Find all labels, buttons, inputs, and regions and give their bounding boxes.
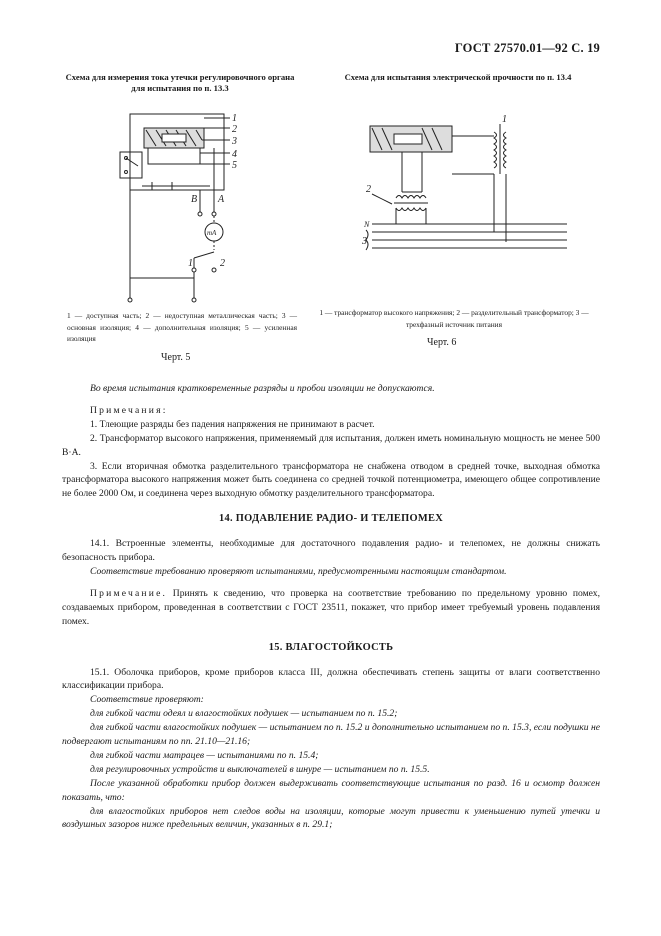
fig5-switch-2: 2 bbox=[220, 258, 225, 269]
paragraph-14-1: 14.1. Встроенные элементы, необходимые для достаточного подавления радио- и телепомех, не должны снижать безопасность прибора. bbox=[62, 538, 600, 564]
figure6-title: Схема для испытания электрической прочности по п. 13.4 bbox=[344, 72, 572, 82]
fig6-label-3: 3 bbox=[362, 236, 367, 247]
fig6-label-1: 1 bbox=[502, 114, 507, 125]
fig5-terminal-b: B bbox=[191, 194, 198, 205]
fig5-label-3: 3 bbox=[232, 136, 237, 147]
paragraph-15-check: Соответствие проверяют: bbox=[90, 694, 204, 706]
section-15-title: 15. ВЛАГОСТОЙКОСТЬ bbox=[268, 641, 394, 653]
note-2: 2. Трансформатор высокого напряжения, применяемый для испытания, должен иметь номинальную мощность не менее 500 В·А. bbox=[62, 432, 600, 458]
paragraph-15-cord-switches: для регулировочных устройств и выключателей в шнуре — испытанием по п. 15.5. bbox=[90, 763, 430, 775]
figure5-caption: Черт. 5 bbox=[161, 352, 191, 363]
fig5-label-2: 2 bbox=[232, 124, 237, 135]
paragraph-15-blankets: для гибкой части одеял и влагостойких подушек — испытанием по п. 15.2; bbox=[90, 708, 398, 720]
figure6-legend: 1 — трансформатор высокого напряжения; 2 — разделительный трансформатор; 3 — трехфазный источник питания bbox=[319, 308, 589, 329]
paragraph-15-1: 15.1. Оболочка приборов, кроме приборов класса III, должна обеспечивать степень защиты от влаги соответственно классификации прибора. bbox=[62, 666, 600, 692]
paragraph-15-pillows: для гибкой части влагостойких подушек — испытанием по п. 15.2 и дополнительно испытанием по п. 15.3, если подушки не подвергают испытаниям по пп. 21.10—21.16; bbox=[62, 722, 600, 748]
figure5-diagram bbox=[112, 108, 262, 308]
figure5-legend: 1 — доступная часть; 2 — недоступная металлическая часть; 3 — основная изоляция; 4 — дополнительная изоляция; 5 — усиленная изоляция bbox=[67, 311, 297, 343]
note-14-heading: Примечание. bbox=[90, 587, 168, 599]
figure6-caption: Черт. 6 bbox=[427, 337, 457, 348]
paragraph-no-breakdown: Во время испытания кратковременные разряды и пробои изоляции не допускаются. bbox=[90, 383, 435, 394]
fig5-terminal-a: A bbox=[218, 194, 225, 205]
paragraph-14-compliance: Соответствие требованию проверяют испытаниями, предусмотренными настоящим стандартом. bbox=[90, 565, 507, 577]
page-header: ГОСТ 27570.01—92 С. 19 bbox=[454, 41, 600, 55]
fig6-label-2: 2 bbox=[366, 184, 371, 195]
paragraph-15-no-water: для влагостойких приборов нет следов воды на изоляции, которые могут привести к уменьшению путей утечки и воздушных зазоров ниже предельных величин, указанных в п. 29.1; bbox=[62, 805, 600, 831]
fig6-label-n: N bbox=[364, 220, 370, 229]
figure5-title: Схема для измерения тока утечки регулировочного органа для испытания по п. 13.3 bbox=[65, 72, 295, 93]
body-text bbox=[62, 382, 600, 832]
note-3: 3. Если вторичная обмотка разделительного трансформатора не снабжена отводом в средней точке, выходная обмотка трансформатора высокого напряжения может быть соединена со средней точкой потенциометра, имеющего общее сопротивление не более 2000 Ом, и соединена через выходную обмотку разделительного трансформатора. bbox=[62, 460, 600, 500]
figure6-diagram bbox=[362, 112, 582, 262]
note-1: 1. Тлеющие разряды без падения напряжения не принимают в расчет. bbox=[90, 418, 375, 430]
paragraph-15-after-treatment: После указанной обработки прибор должен выдерживать соответствующие испытания по разд. 16 и осмотр должен показать, что: bbox=[62, 777, 600, 803]
notes-heading: Примечания: bbox=[90, 404, 168, 416]
paragraph-15-mattresses: для гибкой части матрацев — испытаниями по п. 15.4; bbox=[90, 749, 319, 761]
fig5-label-5: 5 bbox=[232, 160, 237, 171]
note-14-text: Принять к сведению, что проверка на соответствие требованию по предельному уровню помех, создаваемых прибором, проведенная в соответствии с ГОСТ 23511, покажет, что прибор имеет требуемый уровень подавления помех. bbox=[62, 587, 600, 627]
fig5-label-1: 1 bbox=[232, 113, 237, 124]
section-14-title: 14. ПОДАВЛЕНИЕ РАДИО- И ТЕЛЕПОМЕХ bbox=[218, 513, 444, 525]
fig5-meter-label: mA bbox=[207, 229, 217, 237]
fig5-label-4: 4 bbox=[232, 149, 237, 160]
fig5-switch-1: 1 bbox=[188, 258, 193, 269]
